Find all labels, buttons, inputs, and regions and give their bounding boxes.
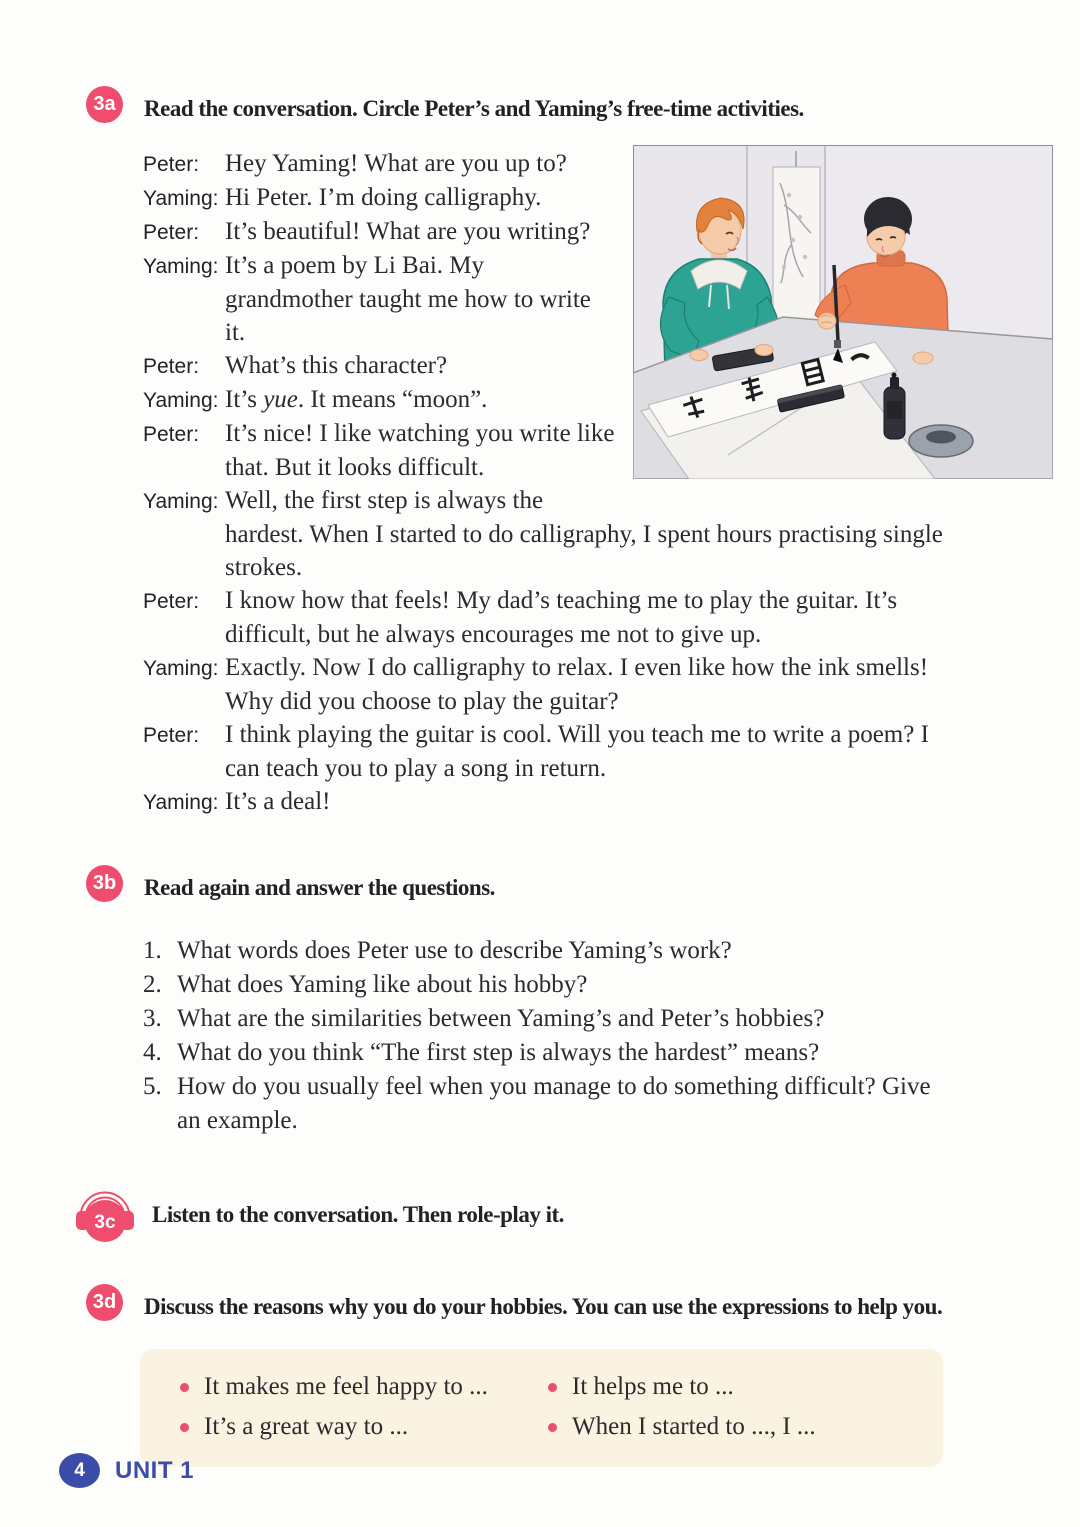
- dialogue-line: Peter: It’s beautiful! What are you writing?: [143, 215, 948, 249]
- speaker-label: Yaming:: [143, 490, 219, 513]
- question-number: 1.: [143, 937, 162, 964]
- dialogue-line: Peter: I think playing the guitar is cool. Will you teach me to write a poem? I can teach you to play a song in return.: [143, 721, 929, 782]
- question-number: 4.: [143, 1039, 162, 1066]
- bullet-icon: [180, 1423, 189, 1432]
- question-item: 1. What words does Peter use to describe Yaming’s work?: [143, 934, 943, 968]
- speaker-label: Peter:: [143, 355, 200, 378]
- expression-text: It’s a great way to ...: [204, 1413, 409, 1440]
- expression-text: When I started to ..., I ...: [572, 1413, 816, 1440]
- section-3c-title: Listen to the conversation. Then role-play it.: [152, 1202, 564, 1227]
- dialogue-line: Peter: What’s this character?: [143, 349, 948, 383]
- dialogue-line: Peter: I know how that feels! My dad’s teaching me to play the guitar. It’s difficult, but he always encourages me not to give up.: [143, 587, 898, 648]
- question-item: 5. How do you usually feel when you manage to do something difficult? Give an example.: [143, 1070, 943, 1138]
- section-3b-header: [86, 865, 1080, 906]
- speaker-label: Yaming:: [143, 255, 219, 278]
- bullet-icon: [180, 1383, 189, 1392]
- expression-text: It makes me feel happy to ...: [204, 1373, 488, 1400]
- section-3d-badge: 3d: [86, 1284, 123, 1321]
- dialogue-line: Yaming: It’s a poem by Li Bai. My grandmother taught me how to write it.: [143, 252, 591, 346]
- question-item: 2. What does Yaming like about his hobby?: [143, 968, 943, 1002]
- dialogue-line: Yaming: Well, the first step is always the hardest. When I started to do calligraphy, I spent hours practising single strokes.: [143, 487, 943, 581]
- section-3b-title: Read again and answer the questions.: [144, 875, 495, 900]
- section-3a-badge: 3a: [86, 86, 123, 123]
- section-3a-header: [86, 86, 1080, 127]
- speaker-label: Yaming:: [143, 187, 219, 210]
- unit-label: UNIT 1: [115, 1456, 195, 1484]
- dialogue-line: Yaming: It’s a deal!: [143, 785, 948, 819]
- expressions-box: [140, 1349, 943, 1467]
- peter-right-hand: [755, 345, 773, 356]
- question-list: [143, 934, 943, 1138]
- speaker-label: Peter:: [143, 221, 200, 244]
- section-3a-title: Read the conversation. Circle Peter’s and Yaming’s free-time activities.: [144, 96, 804, 121]
- speaker-label: Yaming:: [143, 791, 219, 814]
- headphones-badge-icon: [74, 1186, 136, 1244]
- dialogue-line: Peter: Hey Yaming! What are you up to?: [143, 147, 948, 181]
- section-3b-badge: 3b: [86, 865, 123, 902]
- dialogue-line: Yaming: It’s yue. It means “moon”.: [143, 383, 948, 417]
- expression-text: It helps me to ...: [572, 1373, 734, 1400]
- dialogue-line: Peter: It’s nice! I like watching you write like that. But it looks difficult.: [143, 420, 615, 481]
- speaker-label: Yaming:: [143, 389, 219, 412]
- yaming-resting-hand: [913, 352, 933, 364]
- expression-item: [548, 1411, 923, 1443]
- dialogue-line: Yaming: Exactly. Now I do calligraphy to relax. I even like how the ink smells! Why did you choose to play the guitar?: [143, 654, 929, 715]
- speaker-label: Peter:: [143, 423, 200, 446]
- calligraphy-illustration: [633, 145, 1053, 479]
- round-inkstone: [909, 425, 973, 457]
- question-number: 2.: [143, 971, 162, 998]
- speaker-label: Peter:: [143, 153, 200, 176]
- speaker-label: Peter:: [143, 590, 200, 613]
- question-item: 3. What are the similarities between Yaming’s and Peter’s hobbies?: [143, 1002, 943, 1036]
- bullet-icon: [548, 1423, 557, 1432]
- expression-item: [180, 1371, 548, 1403]
- expression-item: [548, 1371, 923, 1403]
- expression-item: [180, 1411, 548, 1443]
- conversation: [143, 147, 948, 819]
- section-3d-title: Discuss the reasons why you do your hobbies. You can use the expressions to help you.: [144, 1294, 943, 1319]
- svg-text:3c: 3c: [94, 1212, 116, 1233]
- speaker-label: Yaming:: [143, 657, 219, 680]
- section-3d-header: [86, 1284, 1080, 1325]
- bullet-icon: [548, 1383, 557, 1392]
- wall-scroll: [768, 151, 825, 335]
- page-number-badge: 4: [59, 1453, 100, 1488]
- dialogue-line: Yaming: Hi Peter. I’m doing calligraphy.: [143, 181, 948, 215]
- section-3c-header: [74, 1186, 1080, 1244]
- speaker-label: Peter:: [143, 724, 200, 747]
- peter-left-hand: [690, 350, 708, 361]
- question-number: 5.: [143, 1073, 162, 1100]
- question-number: 3.: [143, 1005, 162, 1032]
- page-footer: [59, 1453, 194, 1488]
- question-item: 4. What do you think “The first step is always the hardest” means?: [143, 1036, 943, 1070]
